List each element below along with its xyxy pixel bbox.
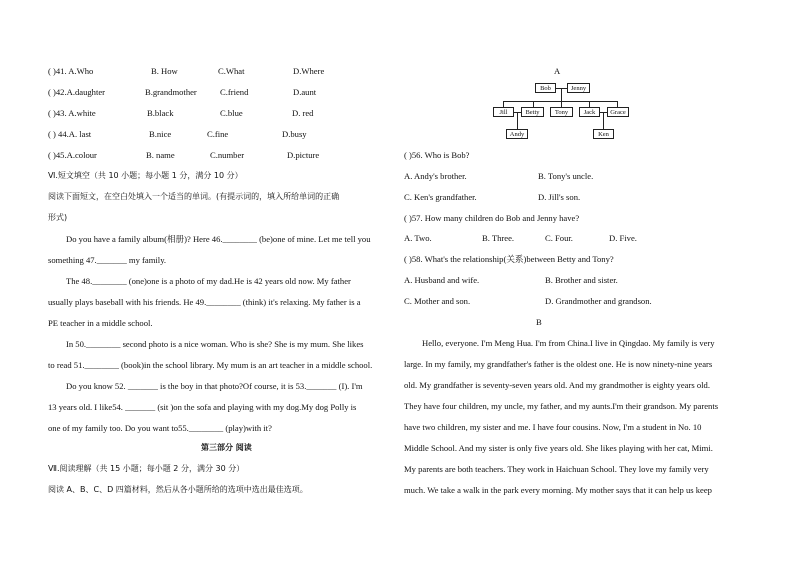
- mc-option-d: D.busy: [282, 129, 307, 139]
- tree-node-jenny: Jenny: [567, 83, 590, 93]
- passage-line: They have four children, my uncle, my father, and my aunts.I'm their grandson. My parents: [404, 401, 719, 411]
- question-57: ( )57. How many children do Bob and Jenny have?: [404, 213, 580, 223]
- passage-line: large. In my family, my grandfather's father is the oldest one. He is now ninety-nine years: [404, 359, 713, 369]
- passage-line: PE teacher in a middle school.: [48, 318, 153, 328]
- q58-option-b: B. Brother and sister.: [545, 275, 618, 285]
- passage-line: Hello, everyone. I'm Meng Hua. I'm from China.I live in Qingdao. My family is very: [422, 338, 715, 348]
- mc-option-b: B.black: [147, 108, 174, 118]
- mc-stem: ( )42.A.daughter: [48, 87, 106, 97]
- q56-option-b: B. Tony's uncle.: [538, 171, 594, 181]
- mc-option-d: D.Where: [293, 66, 325, 76]
- tree-node-andy: Andy: [506, 129, 528, 139]
- passage-line: one of my family too. Do you want to55.________ (play)with it?: [48, 423, 272, 433]
- tree-node-grace: Grace: [607, 107, 629, 117]
- reading-a-label: A: [554, 66, 561, 76]
- section-6-instruction-cont: 形式): [48, 213, 68, 222]
- passage-line: Do you have a family album(相册)? Here 46.________ (be)one of mine. Let me tell you: [66, 234, 371, 244]
- tree-node-jill: Jill: [493, 107, 514, 117]
- passage-line: usually plays baseball with his friends. He 49.________ (think) it's relaxing. My father is a: [48, 297, 361, 307]
- tree-line: [603, 112, 604, 129]
- tree-node-tony: Tony: [550, 107, 573, 117]
- part-3-title: 第三部分 阅读: [201, 443, 252, 452]
- mc-option-c: C.friend: [220, 87, 249, 97]
- question-58: ( )58. What's the relationship(关系)between Betty and Tony?: [404, 254, 614, 264]
- mc-stem: ( )45.A.colour: [48, 150, 97, 160]
- tree-node-bob: Bob: [535, 83, 556, 93]
- section-7-title: Ⅶ.阅读理解（共 15 小题；每小题 2 分，满分 30 分）: [48, 464, 245, 473]
- mc-stem: ( )41. A.Who: [48, 66, 94, 76]
- passage-line: Middle School. And my sister is only five years old. She likes playing with her cat, Mimi.: [404, 443, 713, 453]
- q56-option-c: C. Ken's grandfather.: [404, 192, 477, 202]
- reading-b-label: B: [536, 317, 542, 327]
- passage-line: much. We take a walk in the park every morning. My mother says that it can help us keep: [404, 485, 712, 495]
- passage-line: The 48.________ (one)one is a photo of my dad.He is 42 years old now. My father: [66, 276, 351, 286]
- q58-option-a: A. Husband and wife.: [404, 275, 480, 285]
- passage-line: 13 years old. I like54. _______ (sit )on the sofa and playing with my dog.My dog Polly is: [48, 402, 357, 412]
- q58-option-d: D. Grandmother and grandson.: [545, 296, 652, 306]
- mc-option-d: D.aunt: [293, 87, 317, 97]
- section-6-instruction: 阅读下面短文，在空白处填入一个适当的单词。(有提示词的，填入所给单词的正确: [48, 192, 340, 201]
- q56-option-d: D. Jill's son.: [538, 192, 581, 202]
- mc-option-d: D.picture: [287, 150, 320, 160]
- mc-stem: ( ) 44.A. last: [48, 129, 92, 139]
- tree-line: [561, 88, 562, 101]
- mc-option-b: B. name: [146, 150, 175, 160]
- mc-option-b: B.grandmother: [145, 87, 197, 97]
- mc-option-c: C.number: [210, 150, 245, 160]
- mc-option-b: B. How: [151, 66, 178, 76]
- tree-line: [503, 101, 617, 102]
- tree-line: [517, 112, 518, 129]
- mc-option-c: C.blue: [220, 108, 243, 118]
- q57-option-b: B. Three.: [482, 233, 515, 243]
- q58-option-c: C. Mother and son.: [404, 296, 471, 306]
- mc-option-b: B.nice: [149, 129, 172, 139]
- q56-option-a: A. Andy's brother.: [404, 171, 467, 181]
- passage-line: old. My grandfather is seventy-seven years old. And my grandmother is eighty years old.: [404, 380, 710, 390]
- q57-option-c: C. Four.: [545, 233, 573, 243]
- passage-line: In 50.________ second photo is a nice woman. Who is she? She is my mum. She likes: [66, 339, 364, 349]
- q57-option-a: A. Two.: [404, 233, 432, 243]
- mc-option-c: C.fine: [207, 129, 229, 139]
- tree-node-ken: Ken: [593, 129, 614, 139]
- passage-line: something 47._______ my family.: [48, 255, 167, 265]
- passage-line: My parents are both teachers. They work in Haichuan School. They love my family very: [404, 464, 709, 474]
- passage-line: have two children, my sister and me. I have four cousins. Now, I'm a student in No. 10: [404, 422, 702, 432]
- question-56: ( )56. Who is Bob?: [404, 150, 470, 160]
- tree-node-jack: Jack: [579, 107, 600, 117]
- mc-stem: ( )43. A.white: [48, 108, 96, 118]
- section-7-instruction: 阅读 A、B、C、D 四篇材料，然后从各小题所给的选项中选出最佳选项。: [48, 485, 308, 494]
- tree-node-betty: Betty: [521, 107, 544, 117]
- q57-option-d: D. Five.: [609, 233, 637, 243]
- passage-line: to read 51.________ (book)in the school library. My mum is an art teacher in a middle school.: [48, 360, 373, 370]
- passage-line: Do you know 52. _______ is the boy in that photo?Of course, it is 53._______ (I). I'm: [66, 381, 363, 391]
- section-6-title: Ⅵ.短文填空（共 10 小题；每小题 1 分，满分 10 分）: [48, 171, 243, 180]
- mc-option-d: D. red: [292, 108, 314, 118]
- mc-option-c: C.What: [218, 66, 245, 76]
